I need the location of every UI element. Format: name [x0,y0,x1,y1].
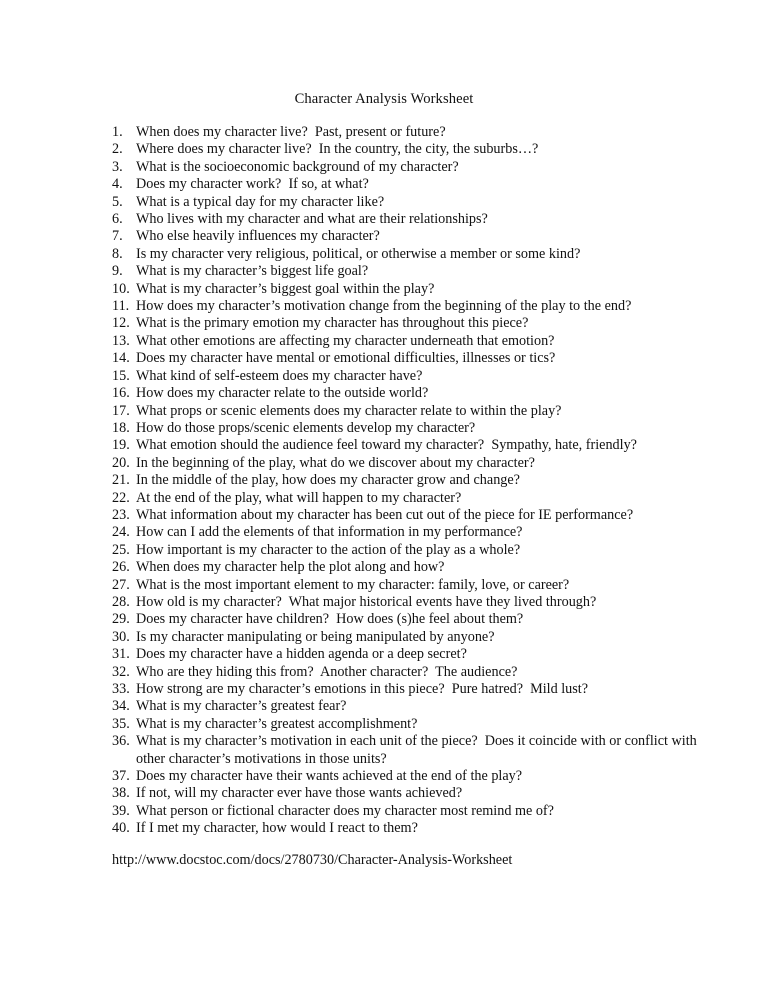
question-number: 18. [112,419,130,436]
question-number: 5. [112,193,123,210]
question-number: 11. [112,298,130,315]
question-text: How old is my character? What major historical events have they lived through? [136,593,597,610]
page-title: Character Analysis Worksheet [294,91,474,107]
question-text: Is my character very religious, political, or otherwise a member or some kind? [136,245,581,262]
question-number: 1. [112,124,123,140]
question-number: 9. [112,263,123,280]
question-number: 13. [112,332,130,349]
question-text: Who are they hiding this from? Another character? The audience? [136,663,518,680]
list-item [112,542,712,559]
list-item [112,281,712,298]
question-number: 3. [112,158,123,175]
question-number: 21. [112,472,130,489]
question-text: What other emotions are affecting my character underneath that emotion? [136,332,555,349]
list-item [112,176,712,193]
question-text: How can I add the elements of that information in my performance? [136,524,523,541]
list-item [112,785,712,802]
question-number: 7. [112,228,123,245]
question-text: When does my character help the plot along and how? [136,559,445,576]
question-text: What props or scenic elements does my character relate to within the play? [136,402,562,419]
question-text: Who lives with my character and what are their relationships? [136,211,488,228]
question-number: 14. [112,350,130,367]
list-item [112,246,712,263]
question-text: How strong are my character’s emotions in this piece? Pure hatred? Mild lust? [136,681,589,697]
question-number: 4. [112,176,123,193]
question-text: What is the primary emotion my character has throughout this piece? [136,315,529,332]
question-text: Is my character manipulating or being manipulated by anyone? [136,628,495,645]
list-item [112,594,712,611]
question-text: Does my character have mental or emotional difficulties, illnesses or tics? [136,350,556,367]
question-text: In the middle of the play, how does my character grow and change? [136,472,520,489]
question-number: 16. [112,385,130,402]
question-number: 25. [112,541,130,558]
question-number: 32. [112,663,130,680]
question-text: How does my character relate to the outside world? [136,385,429,402]
question-number: 31. [112,646,130,663]
question-text: What is a typical day for my character like? [136,193,385,210]
question-number: 26. [112,559,130,576]
list-item [112,698,712,715]
list-item [112,368,712,385]
question-number: 27. [112,576,130,593]
list-item [112,228,712,245]
list-item [112,577,712,594]
list-item [112,820,712,837]
list-item [112,350,712,367]
list-item [112,455,712,472]
source-url: http://www.docstoc.com/docs/2780730/Character-Analysis-Worksheet [112,852,513,868]
question-number: 34. [112,698,130,715]
question-text: Who else heavily influences my character? [136,228,380,245]
question-text: What person or fictional character does my character most remind me of? [136,802,554,819]
question-text: How important is my character to the action of the play as a whole? [136,541,521,558]
list-item [112,716,712,733]
question-number: 36. [112,733,130,750]
question-text: Where does my character live? In the country, the city, the suburbs…? [136,141,539,158]
question-number: 6. [112,211,123,228]
list-item [112,768,712,785]
question-number: 38. [112,785,130,802]
question-number: 20. [112,454,130,471]
question-number: 15. [112,367,130,384]
list-item [112,733,712,768]
question-text: Does my character have their wants achieved at the end of the play? [136,768,523,785]
list-item [112,437,712,454]
list-item [112,629,712,646]
question-number: 24. [112,524,130,541]
question-text: What is the most important element to my character: family, love, or career? [136,576,570,593]
question-text: What kind of self-esteem does my character have? [136,367,423,384]
question-number: 35. [112,715,130,732]
question-list [112,124,712,838]
question-text: What is my character’s biggest goal within the play? [136,280,435,297]
question-number: 29. [112,611,130,628]
list-item [112,472,712,489]
question-number: 40. [112,820,130,837]
question-number: 37. [112,768,130,785]
question-text: In the beginning of the play, what do we discover about my character? [136,454,535,471]
list-item [112,211,712,228]
question-text: What is my character’s greatest accomplishment? [136,715,418,732]
question-text: How does my character’s motivation change from the beginning of the play to the end? [136,298,632,315]
list-item [112,559,712,576]
question-number: 12. [112,315,130,332]
question-text: What information about my character has been cut out of the piece for IE performance? [136,506,634,523]
question-number: 30. [112,628,130,645]
question-number: 17. [112,402,130,419]
list-item [112,524,712,541]
question-text: When does my character live? Past, present or future? [136,124,446,140]
list-item [112,124,712,141]
list-item [112,664,712,681]
question-number: 23. [112,506,130,523]
list-item [112,420,712,437]
list-item [112,298,712,315]
list-item [112,611,712,628]
question-number: 8. [112,245,123,262]
question-text: What is the socioeconomic background of my character? [136,158,459,175]
question-number: 22. [112,489,130,506]
list-item [112,646,712,663]
question-number: 2. [112,141,123,158]
question-text: If I met my character, how would I react to them? [136,820,418,837]
question-number: 39. [112,802,130,819]
list-item [112,194,712,211]
list-item [112,403,712,420]
question-text: Does my character work? If so, at what? [136,176,369,193]
question-number: 28. [112,593,130,610]
list-item [112,159,712,176]
list-item [112,385,712,402]
question-text: At the end of the play, what will happen to my character? [136,489,462,506]
question-number: 10. [112,280,130,297]
question-number: 33. [112,681,130,697]
question-text: Does my character have a hidden agenda or a deep secret? [136,646,467,663]
list-item [112,507,712,524]
list-item [112,803,712,820]
question-text: What emotion should the audience feel toward my character? Sympathy, hate, friendly? [136,437,637,454]
list-item [112,141,712,158]
question-text: What is my character’s motivation in each unit of the piece? Does it coincide with or conflict with other character’s motivations in those units? [136,733,701,767]
list-item [112,315,712,332]
list-item [112,333,712,350]
question-text: How do those props/scenic elements develop my character? [136,419,476,436]
question-text: Does my character have children? How does (s)he feel about them? [136,611,524,628]
list-item [112,263,712,280]
list-item [112,681,712,698]
question-text: If not, will my character ever have those wants achieved? [136,785,463,802]
question-text: What is my character’s greatest fear? [136,698,347,715]
question-number: 19. [112,437,130,454]
list-item [112,490,712,507]
question-text: What is my character’s biggest life goal? [136,263,369,280]
